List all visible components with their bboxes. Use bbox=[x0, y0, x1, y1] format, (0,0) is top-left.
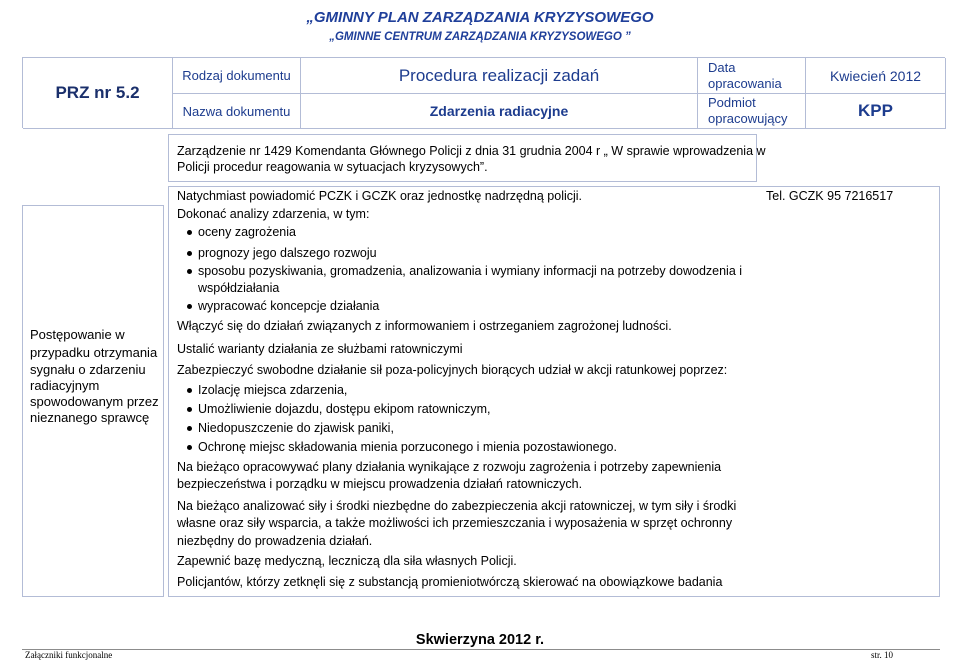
doc-type-label: Rodzaj dokumentu bbox=[173, 58, 301, 94]
bullet-icon bbox=[187, 304, 192, 309]
author-label-line: Podmiot bbox=[708, 95, 756, 110]
step-variants: Ustalić warianty działania ze służbami ratowniczymi bbox=[177, 342, 463, 356]
doc-name-value: Zdarzenia radiacyjne bbox=[301, 94, 698, 129]
bullet-icon bbox=[187, 251, 192, 256]
bullet-icon bbox=[187, 230, 192, 235]
procedure-label-line: spowodowanym przez bbox=[30, 394, 159, 409]
secure-bullet: Niedopuszczenie do zjawisk paniki, bbox=[198, 421, 394, 435]
reference-line: Zarządzenie nr 1429 Komendanta Głównego Policji z dnia 31 grudnia 2004 r „ W sprawie wprowadzenia w bbox=[177, 144, 766, 158]
analysis-bullet: sposobu pozyskiwania, gromadzenia, analizowania i wymiany informacji na potrzeby dowodzenia i bbox=[198, 264, 743, 278]
footer-place-date: Skwierzyna 2012 r. bbox=[415, 632, 545, 648]
procedure-label-line: sygnału o zdarzeniu bbox=[30, 362, 146, 377]
step-warn: Włączyć się do działań związanych z informowaniem i ostrzeganiem zagrożonej ludności. bbox=[177, 319, 672, 333]
bullet-icon bbox=[187, 445, 192, 450]
step-forces-continued: niezbędny do prowadzenia działań. bbox=[177, 534, 373, 548]
secure-bullet: Ochronę miejsc składowania mienia porzuconego i mienia pozostawionego. bbox=[198, 440, 617, 454]
date-label-line: opracowania bbox=[708, 75, 782, 91]
footer-section: Załączniki funkcjonalne bbox=[25, 650, 113, 660]
procedure-label-line: radiacyjnym bbox=[30, 378, 100, 393]
date-label bbox=[698, 58, 806, 94]
step-forces: Na bieżąco analizować siły i środki niezbędne do zabezpieczenia akcji ratowniczej, w tym siły i środki bbox=[177, 499, 737, 513]
legal-reference-box bbox=[168, 134, 766, 182]
secure-bullet: Umożliwienie dojazdu, dostępu ekipom ratowniczym, bbox=[198, 402, 491, 416]
procedure-label-line: nieznanego sprawcę bbox=[30, 410, 150, 425]
step-secure: Zabezpieczyć swobodne działanie sił poza-policyjnych biorących udział w akcji ratunkowej poprzez: bbox=[177, 363, 728, 377]
bullet-icon bbox=[187, 407, 192, 412]
author-label bbox=[698, 94, 806, 129]
document-title: „GMINNY PLAN ZARZĄDZANIA KRYZYSOWEGO bbox=[306, 9, 654, 26]
step-plans: Na bieżąco opracowywać plany działania wynikające z rozwoju zagrożenia i potrzeby zapewnienia bbox=[177, 460, 722, 474]
step-medical: Zapewnić bazę medyczną, leczniczą dla siła własnych Policji. bbox=[177, 554, 517, 568]
step-plans-continued: bezpieczeństwa i porządku w miejscu prowadzenia działań ratowniczych. bbox=[177, 477, 583, 491]
document-subtitle: „GMINNE CENTRUM ZARZĄDZANIA KRYZYSOWEGO ” bbox=[329, 31, 631, 43]
analysis-bullet: prognozy jego dalszego rozwoju bbox=[198, 246, 377, 260]
footer-page-number: str. 10 bbox=[871, 650, 894, 660]
secure-bullet: Izolację miejsca zdarzenia, bbox=[198, 383, 348, 397]
procedure-label-line: Postępowanie w bbox=[30, 327, 125, 342]
date-label-line: Data bbox=[708, 59, 736, 75]
procedure-code: PRZ nr 5.2 bbox=[23, 58, 173, 129]
reference-line: Policji procedur reagowania w sytuacjach kryzysowych”. bbox=[177, 160, 488, 174]
doc-type-value: Procedura realizacji zadań bbox=[301, 58, 698, 94]
notify-phone: Tel. GCZK 95 7216517 bbox=[766, 189, 894, 203]
analysis-bullet: wypracować koncepcje działania bbox=[198, 299, 380, 313]
author-value: KPP bbox=[806, 94, 946, 129]
analysis-bullet: oceny zagrożenia bbox=[198, 225, 296, 239]
doc-name-label: Nazwa dokumentu bbox=[173, 94, 301, 129]
step-forces-continued: własne oraz siły wsparcia, a także możliwości ich przemieszczania i wyposażenia w sprzęt ochronny bbox=[177, 516, 733, 530]
step-notify: Natychmiast powiadomić PCZK i GCZK oraz jednostkę nadrzędną policji. bbox=[177, 189, 583, 203]
bullet-icon bbox=[187, 269, 192, 274]
author-label-line: opracowujący bbox=[708, 111, 788, 126]
document-metadata-table bbox=[22, 57, 945, 128]
step-exposure: Policjantów, którzy zetknęli się z substancją promieniotwórczą skierować na obowiązkowe badania bbox=[177, 575, 723, 589]
bullet-icon bbox=[187, 426, 192, 431]
procedure-label-line: przypadku otrzymania bbox=[30, 345, 158, 360]
date-value: Kwiecień 2012 bbox=[806, 58, 946, 94]
bullet-icon bbox=[187, 388, 192, 393]
step-analysis: Dokonać analizy zdarzenia, w tym: bbox=[177, 207, 370, 221]
footer-divider bbox=[22, 649, 940, 650]
analysis-bullet-continued: współdziałania bbox=[198, 281, 280, 295]
